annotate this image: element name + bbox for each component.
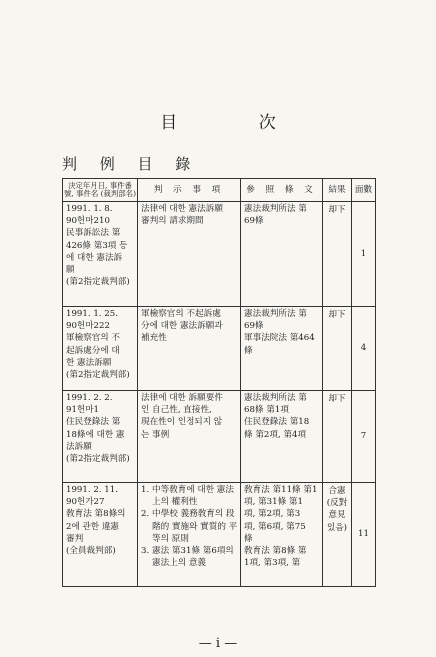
- case-line: 1991. 1. 8.: [66, 204, 113, 214]
- article-line: 68條 第1項: [244, 405, 289, 416]
- page-number: — i —: [198, 636, 238, 651]
- case-line: 91헌마1: [66, 405, 100, 416]
- articles-cell: [241, 483, 323, 587]
- case-line: 願: [66, 265, 75, 276]
- holding-item-number: 2.: [141, 509, 150, 520]
- article-line: 敎育法 第11條 第1: [244, 485, 318, 495]
- case-line: 90헌마222: [66, 321, 110, 332]
- holding-line: 는 事例: [141, 429, 170, 440]
- holding-cell: [138, 307, 241, 391]
- case-line: 法訴願: [66, 441, 92, 452]
- case-cell: [63, 391, 138, 483]
- case-line: 敎育法 第8條의: [66, 509, 126, 520]
- header-result: 結果: [323, 179, 352, 202]
- articles-cell: [241, 202, 323, 307]
- page-cell: 7: [352, 391, 376, 483]
- holding-item-number: 3.: [141, 546, 150, 557]
- result-line: 있음): [327, 522, 347, 533]
- article-line: 條: [244, 533, 253, 544]
- header-articles: 參 照 條 文: [241, 179, 323, 202]
- article-line: 條: [244, 345, 253, 356]
- case-index-table: [62, 178, 376, 587]
- case-line: 2에 관한 違憲: [66, 521, 120, 532]
- article-line: 憲法裁判所法 第: [244, 393, 307, 403]
- article-line: 敎育法 第8條 第: [244, 546, 307, 557]
- case-line: (第2指定裁判部): [66, 277, 130, 288]
- article-line: 69條: [244, 216, 264, 227]
- holding-line: 現在性이 인정되지 않: [141, 417, 223, 428]
- header-page: 面數: [352, 179, 376, 202]
- case-line: 民事訴訟法 第: [66, 228, 121, 239]
- case-line: (第2指定裁判部): [66, 454, 130, 465]
- table-row: [63, 202, 376, 307]
- articles-cell: [241, 391, 323, 483]
- case-line: 18條에 대한 憲: [66, 429, 125, 440]
- case-line: 1991. 1. 25.: [66, 309, 118, 319]
- table-row: [63, 391, 376, 483]
- result-line: (反對: [326, 498, 348, 509]
- table-header-row: [63, 179, 376, 202]
- case-line: 起訴處分에 대: [66, 345, 120, 356]
- case-line: 에 대한 憲法訴: [66, 252, 123, 263]
- holding-line: 法律에 대한 訴願要件: [141, 393, 223, 403]
- result-line: 却下: [328, 310, 346, 320]
- result-cell: [323, 202, 352, 307]
- case-line: 1991. 2. 11.: [66, 485, 118, 495]
- case-cell: [63, 307, 138, 391]
- article-line: 69條: [244, 321, 264, 332]
- case-line: 住民登錄法 第: [66, 417, 121, 428]
- page-title: 目 次: [160, 113, 314, 133]
- article-line: 項, 第6項, 第75: [244, 521, 306, 532]
- case-line: 審判: [66, 533, 84, 544]
- holding-line: 軍檢察官의 不起訴處: [141, 309, 221, 319]
- article-line: 項, 第31條 第1: [244, 497, 303, 508]
- article-line: 1項, 第3項, 第: [244, 558, 301, 569]
- page-cell: 11: [352, 483, 376, 587]
- article-line: 憲法裁判所法 第: [244, 204, 307, 214]
- holding-item-text: 中學校 義務敎育의 段階的 實施와 實質的 平等의 原則: [152, 509, 238, 544]
- article-line: 憲法裁判所法 第: [244, 309, 307, 319]
- result-line: 却下: [328, 205, 346, 215]
- case-line: 90헌가27: [66, 497, 105, 508]
- holding-line: 인 自己性, 直接性,: [141, 405, 212, 416]
- holding-cell: [138, 391, 241, 483]
- holding-item-text: 憲法 第31條 第6項의 憲法上의 意義: [152, 546, 234, 569]
- holding-item-number: 1.: [141, 485, 150, 495]
- articles-cell: [241, 307, 323, 391]
- case-line: 426條 第3項 등: [66, 240, 128, 251]
- case-line: 軍檢察官의 不: [66, 333, 121, 344]
- result-cell: [323, 391, 352, 483]
- table-row: [63, 307, 376, 391]
- case-line: 1991. 2. 2.: [66, 393, 113, 403]
- holding-line: 審判의 請求期間: [141, 216, 204, 227]
- holding-cell: [138, 202, 241, 307]
- case-cell: [63, 483, 138, 587]
- case-line: 90헌마210: [66, 216, 110, 227]
- holding-item: [141, 484, 238, 508]
- table-row: [63, 483, 376, 587]
- result-cell: [323, 307, 352, 391]
- holding-item: [141, 508, 238, 545]
- holding-line: 分에 대한 憲法訴願과: [141, 321, 223, 332]
- holding-line: 法律에 대한 憲法訴願: [141, 204, 223, 214]
- article-line: 項, 第2項, 第3: [244, 509, 301, 520]
- article-line: 住民登錄法 第18: [244, 417, 310, 428]
- section-heading: 判 例 目 錄: [62, 155, 200, 173]
- case-line: (全員裁判部): [66, 546, 116, 557]
- result-line: 意見: [328, 510, 346, 521]
- result-cell: [323, 483, 352, 587]
- holding-line: 補充性: [141, 333, 167, 344]
- result-line: 却下: [328, 394, 346, 404]
- holding-item-text: 中等敎育에 대한 憲法上의 權利性: [152, 485, 234, 508]
- holding-cell: [138, 483, 241, 587]
- article-line: 條 第2項, 第4項: [244, 429, 307, 440]
- page-cell: 4: [352, 307, 376, 391]
- case-line: 한 憲法訴願: [66, 357, 112, 368]
- header-case: 決定年月日, 事件番號, 事件名 (裁判部名): [63, 179, 138, 202]
- result-line: 合憲: [328, 486, 346, 496]
- article-line: 軍事法院法 第464: [244, 333, 315, 344]
- page-cell: 1: [352, 202, 376, 307]
- header-holding: 判 示 事 項: [138, 179, 241, 202]
- holding-item: [141, 545, 238, 569]
- case-line: (第2指定裁判部): [66, 370, 130, 381]
- case-cell: [63, 202, 138, 307]
